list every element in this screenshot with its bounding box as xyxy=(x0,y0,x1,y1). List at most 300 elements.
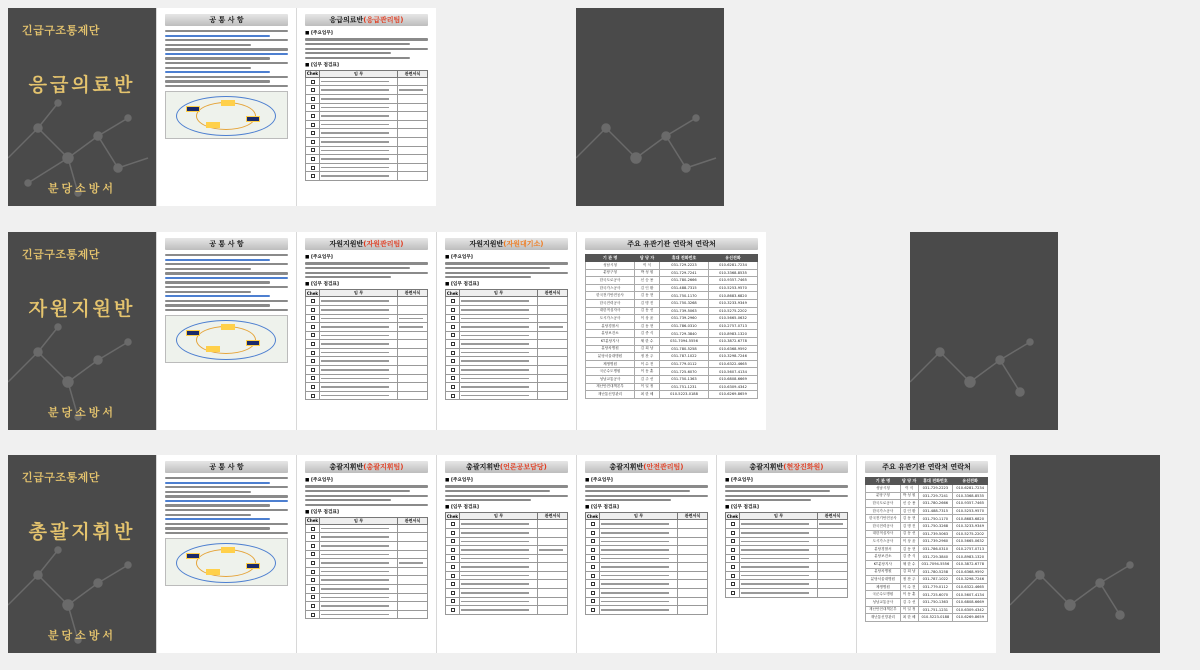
contact-cell: 010-6309-4342 xyxy=(708,383,757,391)
checkbox[interactable] xyxy=(451,591,455,595)
contact-cell: 김 동 현 xyxy=(900,545,918,553)
checkbox[interactable] xyxy=(311,148,315,152)
contact-cell: 이 일 정 xyxy=(635,383,660,391)
checkbox[interactable] xyxy=(591,591,595,595)
page-title: 주요 유관기관 연락처 연락처 xyxy=(865,461,988,473)
checkbox[interactable] xyxy=(451,299,455,303)
contact-cell: 031-739-5063 xyxy=(918,530,953,538)
contact-row xyxy=(586,383,758,391)
contact-row xyxy=(866,530,988,538)
checkbox[interactable] xyxy=(451,376,455,380)
contact-row xyxy=(586,307,758,315)
brochure-strip-command xyxy=(8,455,1160,653)
contact-cell: 031-779-0112 xyxy=(660,360,709,368)
checkbox[interactable] xyxy=(451,522,455,526)
contact-cell: 김 희 남 xyxy=(635,345,660,353)
contact-cell: 010-5223-0188 xyxy=(918,614,953,622)
brochure-strip-emergency-medical xyxy=(8,8,724,206)
checkbox[interactable] xyxy=(451,556,455,560)
contact-cell: 031-7094-5556 xyxy=(660,337,709,345)
contact-cell: 채 한 수 xyxy=(900,560,918,568)
checkbox[interactable] xyxy=(731,531,735,535)
contact-cell: 031-780-5258 xyxy=(918,568,953,576)
checkbox[interactable] xyxy=(451,582,455,586)
network-decoration-icon xyxy=(910,232,1058,430)
contact-cell: 031-751-1231 xyxy=(660,383,709,391)
contact-cell: 031-751-1231 xyxy=(918,606,953,614)
contact-cell: 재난통신망관리 xyxy=(586,391,635,399)
page-title: 주요 유관기관 연락처 연락처 xyxy=(585,238,758,250)
contact-cell: 031-725-6070 xyxy=(660,368,709,376)
checkbox[interactable] xyxy=(591,531,595,535)
contacts-table: 기 관 명 담 당 자 휴대 전화번호 유선전화 성남시청 이 식 031-729-2223 010-6281-7234 분당구청 박 성 원 031-729-7241 010-3368-8535 한국도로공사 신 승 용 031-780-2666 010-9357-7465 한국가스공사 김 인 환 031-488-7315 010-5253-9570 한국전기안전공사 김 동 현 031-750-1170 010-8683-6820 한국전력공사 김 명 진 031-750-3268 010-3233-9349 대한적십자사 김 동 선 031-739-5063 010-5275-2202 도시가스공사 이 상 윤 031-739-2960 010-5665-0632 분당경찰서 김 동 현 031-786-0310 010-2757-0713 분당보건소 김 종 식 031-729-3840 010-8983-1320 KT분당지사 채 한 수 031-7094-5556 010-3872-6778 분당차병원 김 희 남 031-780-5258 010-6368-9592 분당서울대병원 정 찬 주 031-787-1022 010-3298-7246 제생병원 이 수 전 031-779-0112 010-6322-4665 국군수도병원 이 동 훈 031-725-6070 010-5607-4134 성남교통공사 김 주 선 031-750-1363 010-6808-6669 재난안전대책본부 이 일 정 031-751-1231 010-6309-4342 재난통신망관리 최 한 혜 010-5223-0188 010-6269-8659 xyxy=(865,477,988,622)
contact-cell: 010-2757-0713 xyxy=(953,545,988,553)
contact-cell: 031-750-3268 xyxy=(918,522,953,530)
cover-panel xyxy=(8,232,156,430)
contact-cell: 이 수 전 xyxy=(635,360,660,368)
contact-cell: 010-3872-6778 xyxy=(953,560,988,568)
common-page xyxy=(156,8,296,206)
contact-cell: 한국가스공사 xyxy=(866,507,901,515)
checkbox[interactable] xyxy=(731,591,735,595)
org-name: 긴급구조통제단 xyxy=(22,471,100,484)
back-cover-panel xyxy=(910,232,1058,430)
contact-cell: 김 인 환 xyxy=(635,284,660,292)
checklist-heading: ■ [임무 점검표] xyxy=(305,62,339,68)
role-page-command xyxy=(296,455,436,653)
contact-row xyxy=(866,545,988,553)
contact-cell: 성남시청 xyxy=(586,262,635,270)
duties-heading: ■ [주요업무] xyxy=(445,478,473,483)
contact-row xyxy=(866,614,988,622)
checkbox[interactable] xyxy=(311,114,315,118)
contact-cell: 김 동 현 xyxy=(635,292,660,300)
contact-cell: 성남교통공사 xyxy=(586,375,635,383)
checkbox[interactable] xyxy=(451,359,455,363)
contact-cell: 031-488-7315 xyxy=(660,284,709,292)
checklist-table: Chek 임 무 관련서식 xyxy=(585,512,708,615)
contact-row xyxy=(586,353,758,361)
checkbox[interactable] xyxy=(731,522,735,526)
contact-cell: 이 일 정 xyxy=(900,606,918,614)
checkbox[interactable] xyxy=(311,351,315,355)
checkbox[interactable] xyxy=(451,368,455,372)
contact-cell: 031-729-2223 xyxy=(660,262,709,270)
contact-cell: 이 상 윤 xyxy=(900,538,918,546)
checkbox[interactable] xyxy=(311,535,315,539)
checkbox[interactable] xyxy=(451,351,455,355)
contact-cell: 재난안전대책본부 xyxy=(586,383,635,391)
duties-heading: ■ [주요업무] xyxy=(725,478,753,483)
contact-cell: 010-5253-9570 xyxy=(708,284,757,292)
contact-cell: 031-787-1022 xyxy=(918,576,953,584)
contact-cell: 031-779-0112 xyxy=(918,583,953,591)
contact-cell: 010-6368-9592 xyxy=(953,568,988,576)
org-name: 긴급구조통제단 xyxy=(22,24,100,37)
contact-cell: 010-6281-7234 xyxy=(953,485,988,493)
contact-cell: 박 성 원 xyxy=(900,492,918,500)
contact-cell: 010-3233-9349 xyxy=(953,522,988,530)
contact-cell: 010-6368-9592 xyxy=(708,345,757,353)
checkbox[interactable] xyxy=(311,174,315,178)
contact-row xyxy=(586,345,758,353)
contact-cell: 분당차병원 xyxy=(586,345,635,353)
contact-cell: 010-6322-4665 xyxy=(708,360,757,368)
contact-row xyxy=(586,375,758,383)
contact-row xyxy=(586,337,758,345)
contacts-page xyxy=(856,455,996,653)
checkbox[interactable] xyxy=(451,394,455,398)
duties-heading: ■ [주요업무] xyxy=(305,255,333,260)
checkbox[interactable] xyxy=(311,333,315,337)
page-title: 총괄지휘반(총괄지휘팀) xyxy=(305,461,428,473)
contact-cell: 010-6281-7234 xyxy=(708,262,757,270)
checkbox[interactable] xyxy=(311,613,315,617)
checkbox[interactable] xyxy=(451,539,455,543)
office-name: 분당소방서 xyxy=(47,182,117,195)
checklist-table: Chek 임 무 관련서식 xyxy=(305,517,428,620)
page-title: 총괄지휘반(안전관리팀) xyxy=(585,461,708,473)
contact-cell: 010-3298-7246 xyxy=(708,353,757,361)
back-cover-panel xyxy=(1010,455,1160,653)
checkbox[interactable] xyxy=(451,574,455,578)
network-decoration-icon xyxy=(1010,455,1160,653)
contact-row xyxy=(586,269,758,277)
checkbox[interactable] xyxy=(311,561,315,565)
page-title: 응급의료반(응급관리팀) xyxy=(305,14,428,26)
contact-cell: 010-9357-7465 xyxy=(708,277,757,285)
contact-row xyxy=(866,560,988,568)
contact-cell: 010-5665-0632 xyxy=(708,315,757,323)
checkbox[interactable] xyxy=(451,333,455,337)
checkbox[interactable] xyxy=(591,608,595,612)
contact-cell: 국군수도병원 xyxy=(866,591,901,599)
contact-cell: 010-5607-4134 xyxy=(953,591,988,599)
team-name: 응급의료반 xyxy=(28,74,136,96)
contact-row xyxy=(586,284,758,292)
checkbox[interactable] xyxy=(451,342,455,346)
checklist-heading: ■ [임무 점검표] xyxy=(725,505,759,511)
checkbox[interactable] xyxy=(311,544,315,548)
contact-cell: 제생병원 xyxy=(586,360,635,368)
checkbox[interactable] xyxy=(311,88,315,92)
contact-cell: 031-750-1363 xyxy=(918,598,953,606)
checkbox[interactable] xyxy=(311,595,315,599)
network-decoration-icon xyxy=(576,8,724,206)
duties-heading: ■ [주요업무] xyxy=(585,478,613,483)
contact-row xyxy=(866,606,988,614)
contact-cell: 성남시청 xyxy=(866,485,901,493)
checkbox[interactable] xyxy=(591,582,595,586)
contact-cell: 031-780-2666 xyxy=(660,277,709,285)
contact-cell: 정 찬 주 xyxy=(900,576,918,584)
contact-cell: 국군수도병원 xyxy=(586,368,635,376)
contact-cell: 분당경찰서 xyxy=(866,545,901,553)
contact-cell: 김 동 현 xyxy=(635,322,660,330)
contact-cell: 010-9357-7465 xyxy=(953,500,988,508)
contact-cell: 최 한 혜 xyxy=(635,391,660,399)
contact-row xyxy=(866,500,988,508)
contact-cell: 이 식 xyxy=(635,262,660,270)
checkbox[interactable] xyxy=(591,565,595,569)
office-name: 분당소방서 xyxy=(47,406,117,419)
contact-cell: 분당경찰서 xyxy=(586,322,635,330)
contact-cell: 031-729-3840 xyxy=(918,553,953,561)
site-map xyxy=(165,538,288,586)
page-title: 자원지원반(자원관리팀) xyxy=(305,238,428,250)
contact-cell: 031-780-2666 xyxy=(918,500,953,508)
checkbox[interactable] xyxy=(311,359,315,363)
contact-cell: 010-6309-4342 xyxy=(953,606,988,614)
checkbox[interactable] xyxy=(311,80,315,84)
page-title: 자원지원반(자원대기소) xyxy=(445,238,568,250)
contact-cell: 031-739-2960 xyxy=(918,538,953,546)
contact-cell: 신 승 용 xyxy=(635,277,660,285)
checklist-table: Chek 임 무 관련서식 xyxy=(445,289,568,400)
checkbox[interactable] xyxy=(311,604,315,608)
checkbox[interactable] xyxy=(311,308,315,312)
contact-cell: 031-725-6070 xyxy=(918,591,953,599)
contact-row xyxy=(866,553,988,561)
duties-heading: ■ [주요업무] xyxy=(305,31,333,36)
contact-cell: 한국전력공사 xyxy=(866,522,901,530)
checkbox[interactable] xyxy=(311,97,315,101)
contact-cell: 분당구청 xyxy=(866,492,901,500)
checkbox[interactable] xyxy=(311,166,315,170)
contact-row xyxy=(866,522,988,530)
checkbox[interactable] xyxy=(311,587,315,591)
contact-cell: 이 상 윤 xyxy=(635,315,660,323)
page-title: 공 통 사 항 xyxy=(165,14,288,26)
contact-cell: 김 동 현 xyxy=(900,515,918,523)
checkbox[interactable] xyxy=(451,548,455,552)
contact-cell: 010-5607-4134 xyxy=(708,368,757,376)
role-page-resource-management xyxy=(296,232,436,430)
contact-cell: 031-750-1363 xyxy=(660,375,709,383)
contact-row xyxy=(586,360,758,368)
checkbox[interactable] xyxy=(591,556,595,560)
contacts-page xyxy=(576,232,766,430)
contact-row xyxy=(866,576,988,584)
checkbox[interactable] xyxy=(731,556,735,560)
contact-cell: 031-7094-5556 xyxy=(918,560,953,568)
checkbox[interactable] xyxy=(311,552,315,556)
checkbox[interactable] xyxy=(731,582,735,586)
contact-cell: KT분당지사 xyxy=(866,560,901,568)
contact-cell: 010-6808-6669 xyxy=(708,375,757,383)
checkbox[interactable] xyxy=(731,574,735,578)
contact-row xyxy=(866,568,988,576)
checkbox[interactable] xyxy=(311,342,315,346)
contact-cell: 031-729-7241 xyxy=(918,492,953,500)
contact-cell: 031-750-1170 xyxy=(660,292,709,300)
checkbox[interactable] xyxy=(591,548,595,552)
checkbox[interactable] xyxy=(591,599,595,603)
checkbox[interactable] xyxy=(311,123,315,127)
checkbox[interactable] xyxy=(311,105,315,109)
contact-cell: 010-6269-8659 xyxy=(708,391,757,399)
contact-row xyxy=(586,277,758,285)
back-cover-panel xyxy=(576,8,724,206)
checkbox[interactable] xyxy=(451,608,455,612)
contact-cell: 한국전력공사 xyxy=(586,299,635,307)
contact-cell: 한국도로공사 xyxy=(586,277,635,285)
contact-cell: 010-8983-1320 xyxy=(708,330,757,338)
contact-cell: 031-786-0310 xyxy=(918,545,953,553)
contact-row xyxy=(586,322,758,330)
checkbox[interactable] xyxy=(311,299,315,303)
checkbox[interactable] xyxy=(591,522,595,526)
contact-cell: 신 승 용 xyxy=(900,500,918,508)
contact-cell: 김 명 진 xyxy=(635,299,660,307)
contact-cell: 채 한 수 xyxy=(635,337,660,345)
contact-cell: 박 성 원 xyxy=(635,269,660,277)
contact-row xyxy=(586,368,758,376)
checkbox[interactable] xyxy=(451,385,455,389)
page-title: 공 통 사 항 xyxy=(165,238,288,250)
contact-cell: 031-750-1170 xyxy=(918,515,953,523)
page-title: 총괄지휘반(현장진화원) xyxy=(725,461,848,473)
checklist-heading: ■ [임무 점검표] xyxy=(445,505,479,511)
checkbox[interactable] xyxy=(311,376,315,380)
checkbox[interactable] xyxy=(451,565,455,569)
team-name: 총괄지휘반 xyxy=(28,521,136,543)
checkbox[interactable] xyxy=(311,131,315,135)
brochure-strip-resource-support xyxy=(8,232,1058,430)
contact-cell: 김 인 환 xyxy=(900,507,918,515)
contact-cell: KT분당지사 xyxy=(586,337,635,345)
site-map xyxy=(165,91,288,139)
contact-cell: 이 동 훈 xyxy=(635,368,660,376)
checkbox[interactable] xyxy=(311,527,315,531)
contact-cell: 010-5275-2202 xyxy=(708,307,757,315)
checkbox[interactable] xyxy=(591,574,595,578)
contact-cell: 031-780-5258 xyxy=(660,345,709,353)
checkbox[interactable] xyxy=(731,548,735,552)
contact-cell: 010-3368-8535 xyxy=(708,269,757,277)
contact-cell: 010-6322-4665 xyxy=(953,583,988,591)
checklist-table: Chek 임 무 관련서식 xyxy=(445,512,568,615)
contact-cell: 분당보건소 xyxy=(866,553,901,561)
checkbox[interactable] xyxy=(311,578,315,582)
role-page-medical xyxy=(296,8,436,206)
contact-cell: 031-729-3840 xyxy=(660,330,709,338)
contact-cell: 031-488-7315 xyxy=(918,507,953,515)
checkbox[interactable] xyxy=(311,368,315,372)
checkbox[interactable] xyxy=(451,316,455,320)
checkbox[interactable] xyxy=(451,531,455,535)
checkbox[interactable] xyxy=(311,316,315,320)
contact-cell: 010-3233-9349 xyxy=(708,299,757,307)
contact-cell: 분당보건소 xyxy=(586,330,635,338)
contact-cell: 031-729-2223 xyxy=(918,485,953,493)
site-map xyxy=(165,315,288,363)
contact-cell: 031-787-1022 xyxy=(660,353,709,361)
checkbox[interactable] xyxy=(311,140,315,144)
checkbox[interactable] xyxy=(311,157,315,161)
checkbox[interactable] xyxy=(311,570,315,574)
contact-cell: 031-739-2960 xyxy=(660,315,709,323)
contact-row xyxy=(866,507,988,515)
contact-cell: 010-8683-6820 xyxy=(953,515,988,523)
contact-cell: 010-3298-7246 xyxy=(953,576,988,584)
contact-row xyxy=(866,591,988,599)
contact-cell: 김 동 선 xyxy=(635,307,660,315)
contact-cell: 010-6808-6669 xyxy=(953,598,988,606)
role-page-field-fire xyxy=(716,455,856,653)
contact-row xyxy=(586,315,758,323)
office-name: 분당소방서 xyxy=(47,629,117,642)
checkbox[interactable] xyxy=(311,325,315,329)
contact-cell: 김 주 선 xyxy=(900,598,918,606)
contact-cell: 031-786-0310 xyxy=(660,322,709,330)
checkbox[interactable] xyxy=(451,599,455,603)
contacts-table: 기 관 명 담 당 자 휴대 전화번호 유선전화 성남시청 이 식 031-729-2223 010-6281-7234 분당구청 박 성 원 031-729-7241 010-3368-8535 한국도로공사 신 승 용 031-780-2666 010-9357-7465 한국가스공사 김 인 환 031-488-7315 010-5253-9570 한국전기안전공사 김 동 현 031-750-1170 010-8683-6820 한국전력공사 김 명 진 031-750-3268 010-3233-9349 대한적십자사 김 동 선 031-739-5063 010-5275-2202 도시가스공사 이 상 윤 031-739-2960 010-5665-0632 분당경찰서 김 동 현 031-786-0310 010-2757-0713 분당보건소 김 종 식 031-729-3840 010-8983-1320 KT분당지사 채 한 수 031-7094-5556 010-3872-6778 분당차병원 김 희 남 031-780-5258 010-6368-9592 분당서울대병원 정 찬 주 031-787-1022 010-3298-7246 제생병원 이 수 전 031-779-0112 010-6322-4665 국군수도병원 이 동 훈 031-725-6070 010-5607-4134 성남교통공사 김 주 선 031-750-1363 010-6808-6669 재난안전대책본부 이 일 정 031-751-1231 010-6309-4342 재난통신망관리 최 한 혜 010-5223-0188 010-6269-8659 xyxy=(585,254,758,399)
checkbox[interactable] xyxy=(451,325,455,329)
contact-cell: 031-729-7241 xyxy=(660,269,709,277)
checklist-heading: ■ [임무 점검표] xyxy=(305,282,339,288)
contact-row xyxy=(866,598,988,606)
contact-cell: 분당차병원 xyxy=(866,568,901,576)
role-page-safety xyxy=(576,455,716,653)
contact-cell: 010-2757-0713 xyxy=(708,322,757,330)
page-title: 공 통 사 항 xyxy=(165,461,288,473)
contact-cell: 이 식 xyxy=(900,485,918,493)
checkbox[interactable] xyxy=(311,385,315,389)
contact-cell: 분당서울대병원 xyxy=(586,353,635,361)
contact-row xyxy=(586,299,758,307)
checklist-table: Chek 임 무 관련서식 xyxy=(305,70,428,181)
contact-cell: 010-8983-1320 xyxy=(953,553,988,561)
contact-cell: 최 한 혜 xyxy=(900,614,918,622)
contact-cell: 김 동 선 xyxy=(900,530,918,538)
duties-heading: ■ [주요업무] xyxy=(305,478,333,483)
checklist-heading: ■ [임무 점검표] xyxy=(445,282,479,288)
checkbox[interactable] xyxy=(451,308,455,312)
contact-cell: 제생병원 xyxy=(866,583,901,591)
contact-cell: 김 희 남 xyxy=(900,568,918,576)
contact-cell: 김 종 식 xyxy=(900,553,918,561)
contact-cell: 도시가스공사 xyxy=(866,538,901,546)
contact-cell: 010-5223-0188 xyxy=(660,391,709,399)
checkbox[interactable] xyxy=(311,394,315,398)
common-page xyxy=(156,232,296,430)
cover-panel xyxy=(8,8,156,206)
common-page xyxy=(156,455,296,653)
contact-cell: 분당구청 xyxy=(586,269,635,277)
contact-cell: 한국도로공사 xyxy=(866,500,901,508)
contact-cell: 정 찬 주 xyxy=(635,353,660,361)
contact-row xyxy=(586,292,758,300)
contact-cell: 분당서울대병원 xyxy=(866,576,901,584)
contact-cell: 재난통신망관리 xyxy=(866,614,901,622)
contact-cell: 대한적십자사 xyxy=(586,307,635,315)
checkbox[interactable] xyxy=(591,539,595,543)
contact-row xyxy=(866,492,988,500)
contact-cell: 010-3368-8535 xyxy=(953,492,988,500)
checkbox[interactable] xyxy=(731,539,735,543)
team-name: 자원지원반 xyxy=(28,298,136,320)
contact-cell: 010-5665-0632 xyxy=(953,538,988,546)
contact-row xyxy=(866,538,988,546)
contact-cell: 031-739-5063 xyxy=(660,307,709,315)
contact-cell: 한국전기안전공사 xyxy=(586,292,635,300)
contact-cell: 대한적십자사 xyxy=(866,530,901,538)
contact-cell: 010-8683-6820 xyxy=(708,292,757,300)
contact-cell: 김 명 진 xyxy=(900,522,918,530)
role-page-resource-standby xyxy=(436,232,576,430)
checkbox[interactable] xyxy=(731,565,735,569)
